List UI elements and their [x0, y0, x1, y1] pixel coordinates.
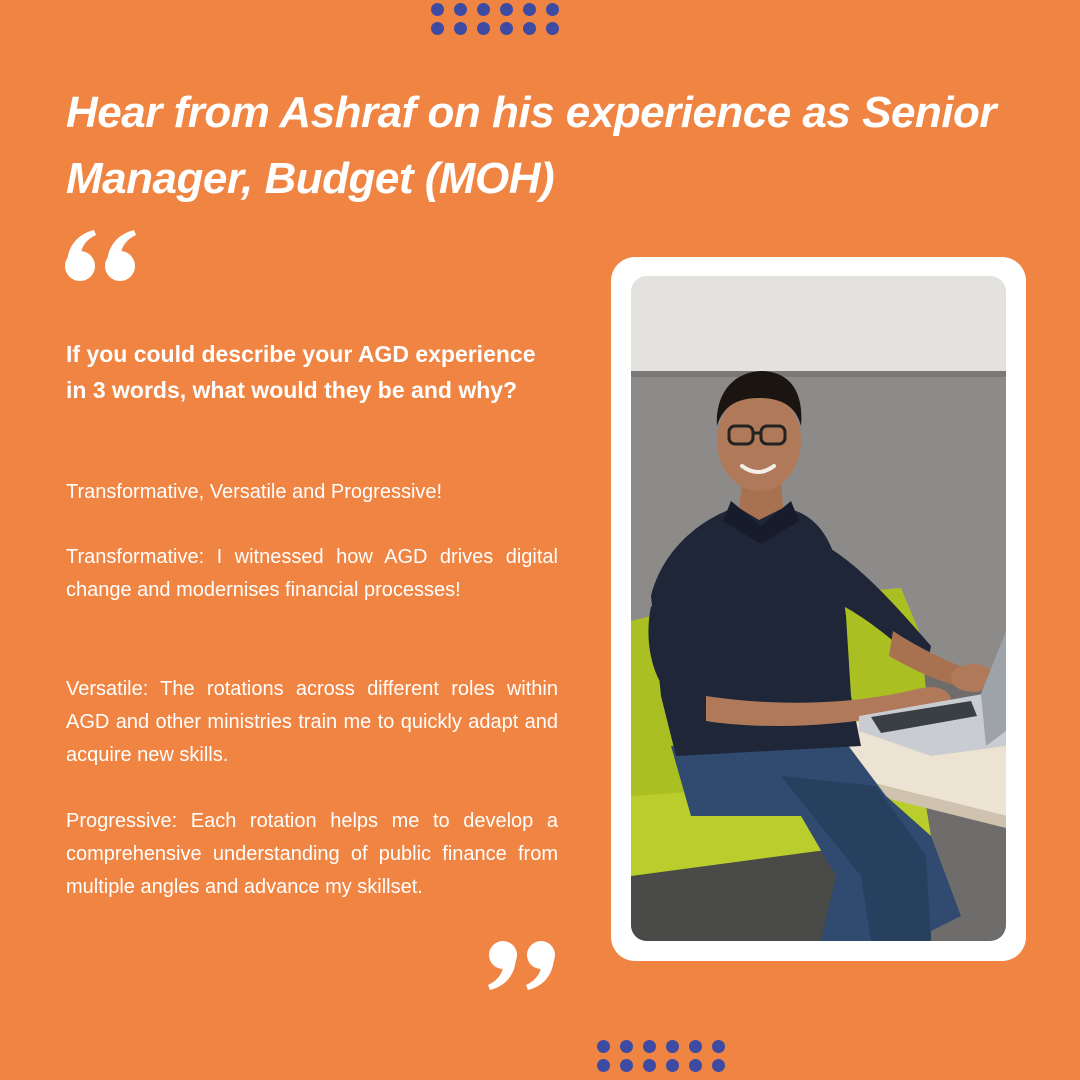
- decorative-dots-top: [431, 3, 559, 35]
- close-quote-icon: [487, 940, 559, 992]
- answer-summary: Transformative, Versatile and Progressive!: [66, 481, 443, 503]
- decorative-dots-bottom: [597, 1040, 725, 1072]
- answer-progressive: Progressive: Each rotation helps me to develop a comprehensive understanding of public finance from multiple angles and advance my skillset.: [66, 810, 558, 898]
- answer-transformative: Transformative: I witnessed how AGD drives digital change and modernises financial processes!: [66, 546, 558, 601]
- answer-versatile: Versatile: The rotations across different roles within AGD and other ministries train me to quickly adapt and acquire new skills.: [66, 678, 558, 766]
- open-quote-icon: [64, 228, 138, 282]
- portrait-photo: [631, 276, 1006, 941]
- photo-frame: [611, 257, 1026, 961]
- interview-question: If you could describe your AGD experience in 3 words, what would they be and why?: [66, 341, 536, 403]
- page-title: Hear from Ashraf on his experience as Senior Manager, Budget (MOH): [66, 88, 997, 203]
